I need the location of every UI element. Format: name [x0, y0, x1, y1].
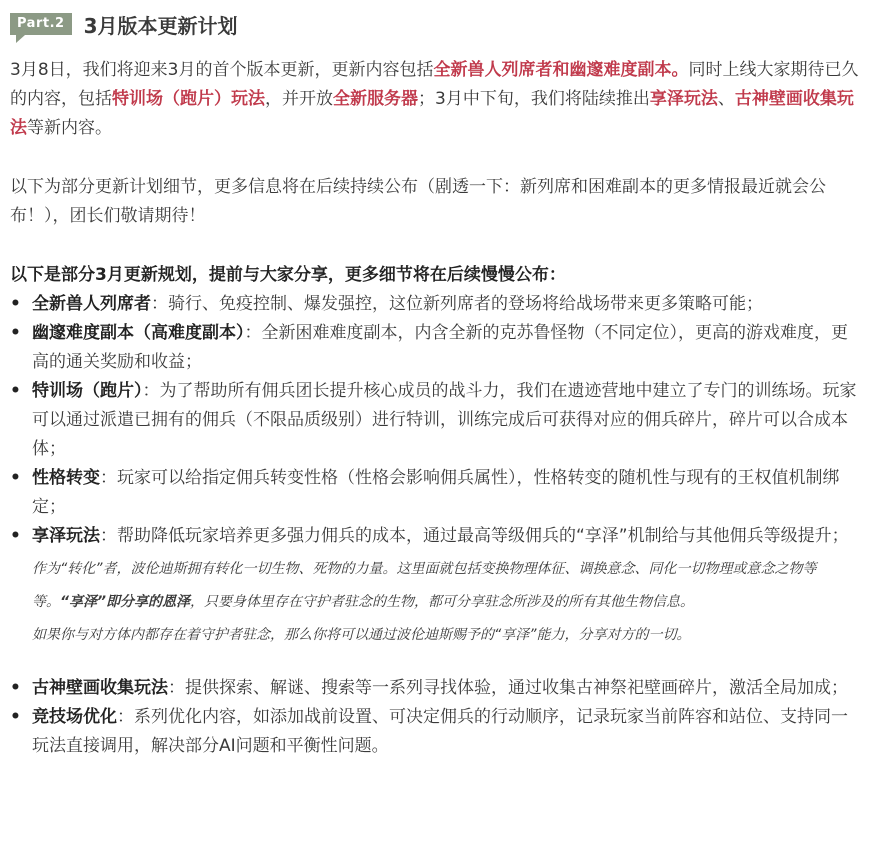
item-text: ：玩家可以给指定佣兵转变性格（性格会影响佣兵属性），性格转变的随机性与现有的王权值机制绑定；	[32, 468, 840, 517]
quote-text: 作为“转化”者，波伦迪斯拥有转化一切生物、死物的力量。这里面就包括变换物理体征、调换意念、同化一切物理或意念之物等等。	[32, 561, 817, 610]
part-badge: Part.2	[10, 13, 72, 35]
item-label: 竞技场优化	[32, 707, 117, 727]
list-item	[10, 522, 862, 551]
list-item	[10, 319, 862, 377]
intro-paragraph	[10, 56, 862, 143]
intro-text: 、	[717, 89, 735, 109]
quote-emphasis: “享泽”即分享的恩泽	[60, 594, 191, 610]
quote-text: ，只要身体里存在守护者驻念的生物，都可分享驻念所涉及的所有其他生物信息。	[190, 594, 695, 610]
section-header	[10, 8, 237, 40]
item-text: ：提供探索、解谜、搜索等一系列寻找体验，通过收集古神祭祀壁画碎片，激活全局加成；	[168, 678, 848, 698]
item-text: ：系列优化内容，如添加战前设置、可决定佣兵的行动顺序，记录玩家当前阵容和站位、支持同一玩法直接调用，解决部分AI问题和平衡性问题。	[32, 707, 848, 756]
intro-text: ；3月中下旬，我们将陆续推出	[418, 89, 650, 109]
highlight-text: 享泽玩法	[649, 89, 718, 109]
intro-text: 3月8日，我们将迎来3月的首个版本更新，更新内容包括	[10, 60, 434, 80]
section-title: 以下是部分3月更新规划，提前与大家分享，更多细节将在后续慢慢公布：	[10, 265, 566, 285]
update-list-2	[10, 674, 862, 761]
lore-quote	[10, 553, 862, 652]
item-label: 幽邃难度副本（高难度副本）	[32, 323, 245, 343]
item-label: 古神壁画收集玩法	[32, 678, 168, 698]
update-list	[10, 290, 862, 551]
list-item	[10, 290, 862, 319]
list-item	[10, 377, 862, 464]
highlight-text: 全新服务器	[333, 89, 418, 109]
highlight-text: 特训场（跑片）玩法	[112, 89, 265, 109]
item-text: ：为了帮助所有佣兵团长提升核心成员的战斗力，我们在遗迹营地中建立了专门的训练场。玩家可以通过派遣已拥有的佣兵（不限品质级别）进行特训，训练完成后可获得对应的佣兵碎片，碎片可以合成本体；	[32, 381, 857, 459]
item-label: 享泽玩法	[32, 526, 100, 546]
item-label: 全新兽人列席者	[32, 294, 151, 314]
item-label: 性格转变	[32, 468, 100, 488]
quote-text: 如果你与对方体内都存在着守护者驻念，那么你将可以通过波伦迪斯赐予的“享泽”能力，分享对方的一切。	[32, 627, 691, 643]
highlight-text: 古神壁画收集玩法	[10, 89, 854, 138]
intro-text: ，并开放	[265, 89, 333, 109]
article-body	[10, 56, 862, 761]
intro-text: 同时上线大家期待已久的内容，包括	[10, 60, 859, 109]
list-item	[10, 674, 862, 703]
item-text: ：帮助降低玩家培养更多强力佣兵的成本，通过最高等级佣兵的“享泽”机制给与其他佣兵等级提升；	[100, 526, 849, 546]
list-item	[10, 703, 862, 761]
intro-text: 等新内容。	[27, 118, 112, 138]
item-text: ：骑行、免疫控制、爆发强控，这位新列席者的登场将给战场带来更多策略可能；	[151, 294, 763, 314]
list-item	[10, 464, 862, 522]
page-title: 3月版本更新计划	[83, 13, 238, 38]
item-text: ：全新困难难度副本，内含全新的克苏鲁怪物（不同定位），更高的游戏难度，更高的通关奖励和收益；	[32, 323, 848, 372]
highlight-text: 全新兽人列席者和幽邃难度副本。	[433, 60, 689, 80]
info-paragraph: 以下为部分更新计划细节，更多信息将在后续持续公布（剧透一下：新列席和困难副本的更多情报最近就会公布！），团长们敬请期待！	[10, 177, 826, 226]
item-label: 特训场（跑片）	[32, 381, 143, 401]
